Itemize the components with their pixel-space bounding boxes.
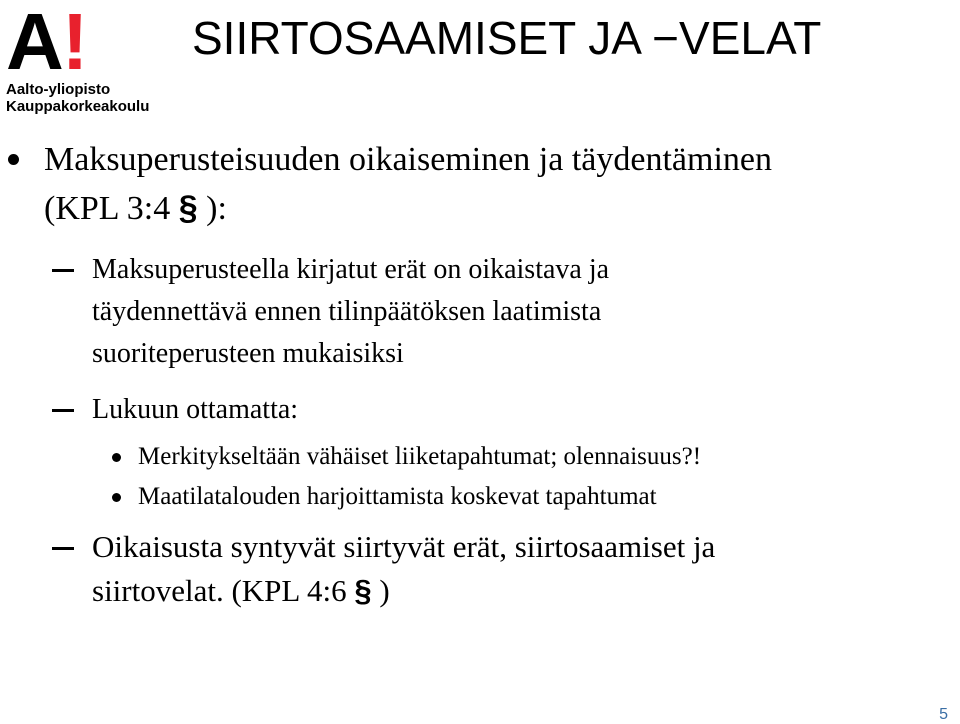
dash-marker: [52, 269, 74, 272]
sub3-ref-close: ): [371, 573, 390, 608]
bullet-dot: [8, 154, 19, 165]
logo-school-name: Kauppakorkeakoulu: [6, 98, 150, 115]
sub2-item-1: Merkitykseltään vähäiset liiketapahtumat; olennaisuus?!: [138, 443, 702, 470]
bullet1-ref-text: (KPL 3:4: [44, 190, 179, 227]
bullet1-line1: Maksuperusteisuuden oikaiseminen ja täydentäminen: [44, 141, 772, 178]
section-sign: §: [354, 573, 372, 608]
sub2-item-2: Maatilatalouden harjoittamista koskevat tapahtumat: [138, 483, 657, 510]
logo-letter: A: [6, 0, 62, 86]
sub3-line1: Oikaisusta syntyvät siirtyvät erät, siirtosaamiset ja: [92, 529, 716, 564]
logo-exclaim: !: [61, 0, 87, 86]
sub-bullet-dot: [112, 493, 121, 502]
aalto-logo: [4, 2, 154, 114]
sub1-line1: Maksuperusteella kirjatut erät on oikaistava ja: [92, 254, 610, 285]
dash-marker: [52, 409, 74, 412]
section-sign: §: [178, 189, 198, 227]
bullet1-line2: [44, 186, 944, 231]
sub1-line2: täydennettävä ennen tilinpäätöksen laatimista: [92, 296, 602, 327]
logo-university-name: Aalto-yliopisto: [6, 81, 111, 98]
sub2-text: Lukuun ottamatta:: [92, 394, 299, 425]
bullet1-ref-close: ):: [197, 190, 227, 227]
dash-marker: [52, 547, 74, 550]
slide-title: SIIRTOSAAMISET JA −VELAT: [192, 12, 822, 64]
sub3-ref-text: siirtovelat. (KPL 4:6: [92, 573, 355, 608]
page-number: 5: [939, 706, 948, 723]
sub3-line2: [92, 570, 952, 612]
logo-mark: [6, 0, 87, 86]
sub-bullet-dot: [112, 453, 121, 462]
sub1-line3: suoriteperusteen mukaisiksi: [92, 338, 404, 369]
